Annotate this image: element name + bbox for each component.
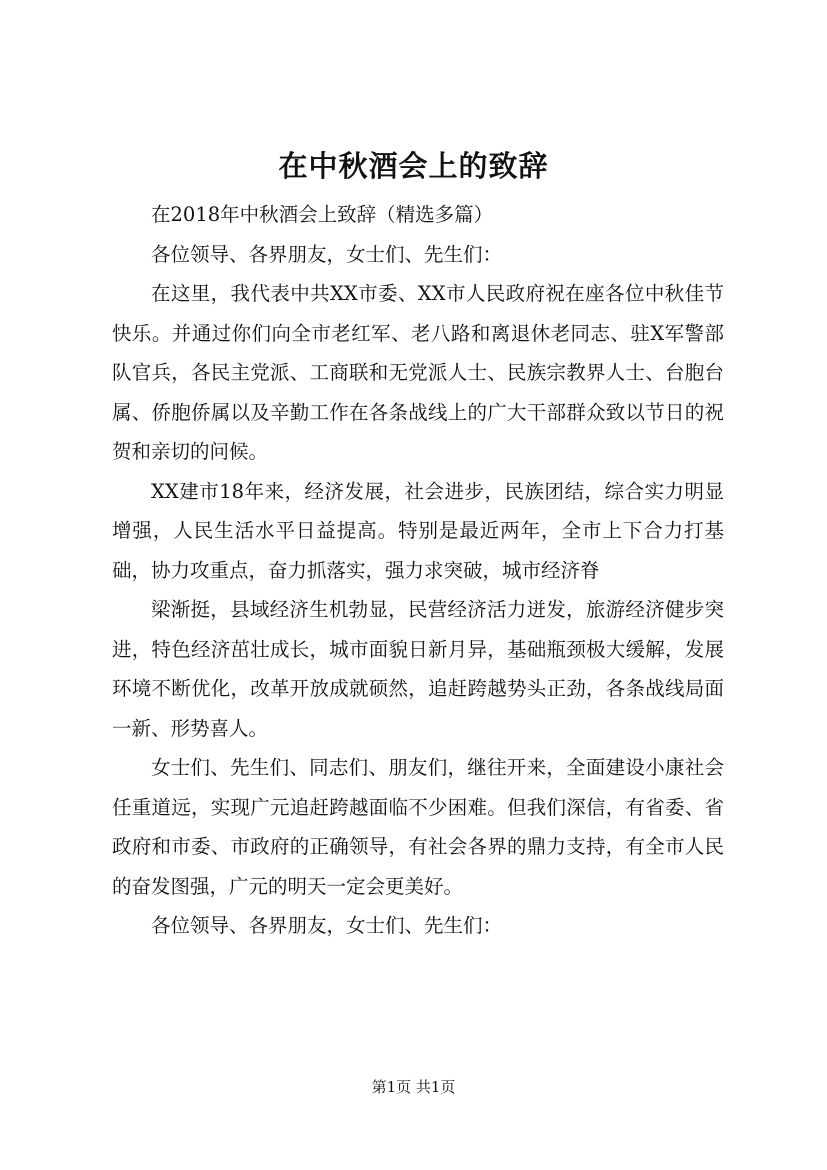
outlook-paragraph: 女士们、先生们、同志们、朋友们，继往开来，全面建设小康社会任重道远，实现广元追赶跨越面临不少困难。但我们深信，有省委、省政府和市委、市政府的正确领导，有社会各界的鼎力支持，有全市人民的奋发图强，广元的明天一定会更美好。 — [112, 756, 724, 898]
document-body — [112, 195, 724, 946]
development-paragraph: XX建市18年来，经济发展，社会进步，民族团结，综合实力明显增强，人民生活水平日益提高。特别是最近两年，全市上下合力打基础，协力攻重点，奋力抓落实，强力求突破，城市经济脊 — [112, 479, 724, 582]
page-footer: 第1页 共1页 — [371, 1078, 456, 1096]
greeting-paragraph: 在这里，我代表中共XX市委、XX市人民政府祝在座各位中秋佳节快乐。并通过你们向全市老红军、老八路和离退休老同志、驻X军警部队官兵，各民主党派、工商联和无党派人士、民族宗教界人士、台胞台属、侨胞侨属以及辛勤工作在各条战线上的广大干部群众致以节日的祝贺和亲切的问候。 — [112, 282, 724, 463]
achievements-paragraph: 梁渐挺，县域经济生机勃显，民营经济活力迸发，旅游经济健步突进，特色经济茁壮成长，城市面貌日新月异，基础瓶颈极大缓解，发展环境不断优化，改革开放成就硕然，追赶跨越势头正劲，各条战线局面一新、形势喜人。 — [112, 598, 724, 740]
subtitle-paragraph: 在2018年中秋酒会上致辞（精选多篇） — [151, 203, 494, 226]
salutation-paragraph: 各位领导、各界朋友，女士们、先生们： — [151, 242, 503, 266]
closing-salutation-paragraph: 各位领导、各界朋友，女士们、先生们： — [151, 914, 503, 937]
document-title: 在中秋酒会上的致辞 — [278, 149, 549, 183]
